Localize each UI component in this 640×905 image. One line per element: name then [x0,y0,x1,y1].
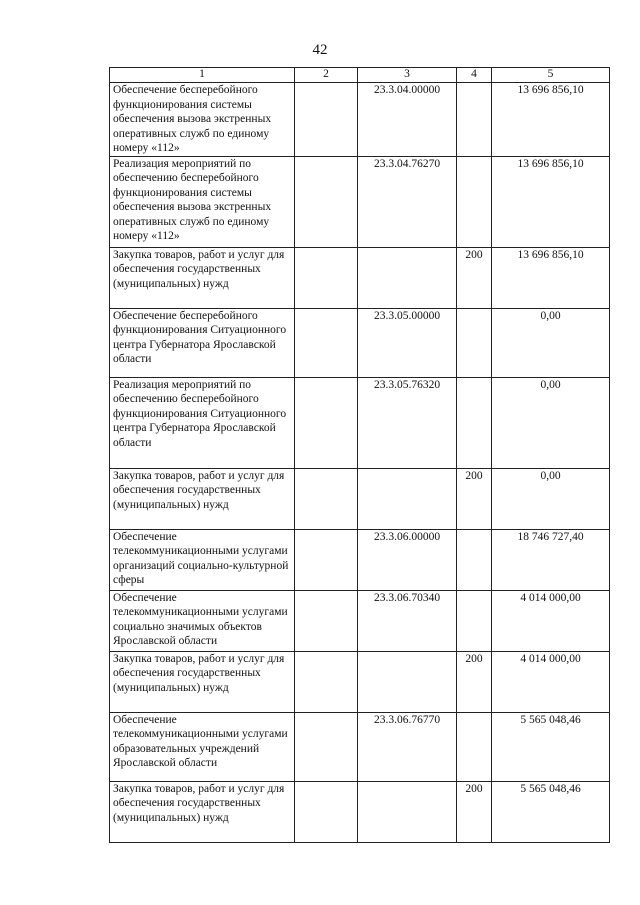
row-col2 [295,156,358,247]
table-row [110,590,610,651]
budget-table [109,67,610,843]
row-sum: 13 696 856,10 [492,247,610,308]
table-row [110,83,610,157]
row-name: Обеспечение телекоммуникационными услугами образовательных учреждений Ярославской области [110,712,295,781]
page-number: 42 [312,42,328,58]
table-row [110,308,610,377]
row-name: Закупка товаров, работ и услуг для обеспечения государственных (муниципальных) нужд [110,651,295,712]
row-sum: 4 014 000,00 [492,590,610,651]
row-sum: 5 565 048,46 [492,781,610,842]
table-row [110,651,610,712]
row-col2 [295,468,358,529]
column-header-2: 2 [295,68,358,83]
table-row [110,781,610,842]
table-row [110,156,610,247]
row-code: 23.3.05.76320 [358,377,457,468]
row-sum: 0,00 [492,377,610,468]
column-header-5: 5 [492,68,610,83]
row-code: 23.3.06.70340 [358,590,457,651]
row-expense-type [457,308,492,377]
row-code: 23.3.06.00000 [358,529,457,590]
row-sum: 5 565 048,46 [492,712,610,781]
row-sum: 13 696 856,10 [492,83,610,157]
row-expense-type [457,377,492,468]
row-col2 [295,377,358,468]
row-sum: 0,00 [492,308,610,377]
row-col2 [295,529,358,590]
row-name: Обеспечение бесперебойного функционирования системы обеспечения вызова экстренных оперативных служб по единому номеру «112» [110,83,295,157]
row-sum: 13 696 856,10 [492,156,610,247]
row-name: Реализация мероприятий по обеспечению бесперебойного функционирования Ситуационного центра Губернатора Ярославской области [110,377,295,468]
row-expense-type [457,712,492,781]
row-code: 23.3.05.00000 [358,308,457,377]
row-code: 23.3.04.76270 [358,156,457,247]
row-code [358,247,457,308]
table-row [110,468,610,529]
table-header-row [110,68,610,83]
row-code: 23.3.06.76770 [358,712,457,781]
table-row [110,247,610,308]
row-col2 [295,83,358,157]
column-header-1: 1 [110,68,295,83]
row-code [358,651,457,712]
table-row [110,529,610,590]
row-name: Реализация мероприятий по обеспечению бесперебойного функционирования системы обеспечения вызова экстренных оперативных служб по единому номеру «112» [110,156,295,247]
row-sum: 0,00 [492,468,610,529]
row-name: Закупка товаров, работ и услуг для обеспечения государственных (муниципальных) нужд [110,781,295,842]
row-name: Обеспечение бесперебойного функционирования Ситуационного центра Губернатора Ярославской области [110,308,295,377]
row-code [358,468,457,529]
row-name: Закупка товаров, работ и услуг для обеспечения государственных (муниципальных) нужд [110,468,295,529]
row-col2 [295,247,358,308]
row-expense-type [457,83,492,157]
column-header-4: 4 [457,68,492,83]
row-expense-type [457,529,492,590]
row-sum: 4 014 000,00 [492,651,610,712]
row-expense-type [457,590,492,651]
column-header-3: 3 [358,68,457,83]
row-col2 [295,781,358,842]
row-code [358,781,457,842]
table-row [110,377,610,468]
row-col2 [295,712,358,781]
row-expense-type: 200 [457,651,492,712]
row-expense-type: 200 [457,468,492,529]
row-expense-type: 200 [457,781,492,842]
table-row [110,712,610,781]
row-expense-type [457,156,492,247]
row-name: Обеспечение телекоммуникационными услугами социально значимых объектов Ярославской области [110,590,295,651]
row-name: Закупка товаров, работ и услуг для обеспечения государственных (муниципальных) нужд [110,247,295,308]
row-sum: 18 746 727,40 [492,529,610,590]
table-body [110,83,610,843]
row-col2 [295,590,358,651]
row-name: Обеспечение телекоммуникационными услугами организаций социально-культурной сферы [110,529,295,590]
row-col2 [295,308,358,377]
row-col2 [295,651,358,712]
row-code: 23.3.04.00000 [358,83,457,157]
row-expense-type: 200 [457,247,492,308]
